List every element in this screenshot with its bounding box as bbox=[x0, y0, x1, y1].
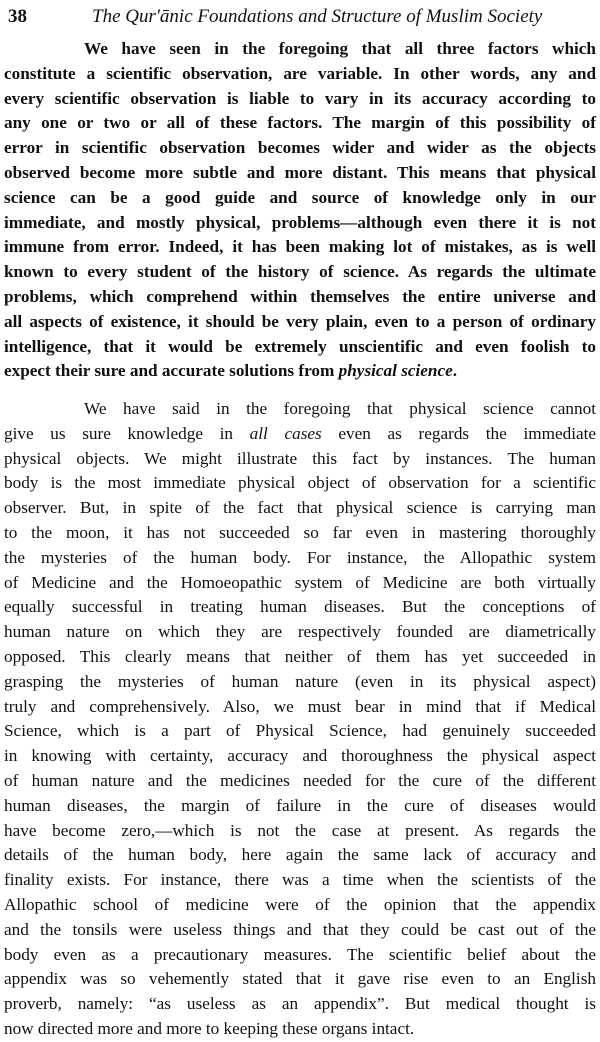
paragraph-1-line-1: We have seen in the foregoing that all three factors which bbox=[84, 39, 596, 58]
paragraph-2-line-9: equally successful in treating human diseases. But the conceptions of bbox=[4, 597, 596, 617]
page-header bbox=[4, 2, 596, 32]
paragraph-1-line-14-start: expect their sure and accurate solutions from bbox=[4, 361, 339, 381]
paragraph-1-line-7: science can be a good guide and source of knowledge only in our bbox=[4, 187, 596, 207]
all-cases-emphasis: all cases bbox=[249, 423, 322, 443]
paragraph-1-line-2: constitute a scientific observation, are variable. In other words, any and bbox=[4, 63, 596, 83]
paragraph-2-line-7: the mysteries of the human body. For instance, the Allopathic system bbox=[4, 547, 596, 567]
paragraph-2-line-14: Science, which is a part of Physical Science, had genuinely succeeded bbox=[4, 721, 596, 741]
paragraph-1 bbox=[4, 37, 596, 384]
paragraph-2-line-4: body is the most immediate physical object of observation for a scientific bbox=[4, 473, 596, 493]
paragraph-2-line-21: Allopathic school of medicine were of the opinion that the appendix bbox=[4, 894, 596, 914]
paragraph-2-line-17: human diseases, the margin of failure in the cure of diseases would bbox=[4, 795, 596, 815]
paragraph-2-line-12: grasping the mysteries of human nature (even in its physical aspect) bbox=[4, 671, 596, 691]
paragraph-2-line-6: to the moon, it has not succeeded so far even in mastering thoroughly bbox=[4, 522, 596, 542]
paragraph-1-line-14 bbox=[4, 359, 596, 384]
paragraph-2-line-20: finality exists. For instance, there was a time when the scientists of the bbox=[4, 870, 596, 890]
paragraph-2-line-8: of Medicine and the Homoeopathic system of Medicine are both virtually bbox=[4, 572, 596, 592]
paragraph-2-line-19: details of the human body, here again the same lack of accuracy and bbox=[4, 845, 596, 865]
paragraph-2-line-22: and the tonsils were useless things and that they could be cast out of the bbox=[4, 919, 596, 939]
paragraph-1-line-9: immune from error. Indeed, it has been making lot of mistakes, as is well bbox=[4, 237, 596, 257]
paragraph-2-line-10: human nature on which they are respectively founded are diametrically bbox=[4, 622, 596, 642]
running-head-title: The Qur'ānic Foundations and Structure of Muslim Society bbox=[92, 6, 543, 27]
paragraph-1-line-3: every scientific observation is liable to vary in its accuracy according to bbox=[4, 88, 596, 108]
paragraph-1-line-14-end: . bbox=[452, 361, 458, 381]
paragraph-1-line-5: error in scientific observation becomes wider and wider as the objects bbox=[4, 138, 596, 158]
paragraph-1-line-8: immediate, and mostly physical, problems—although even there it is not bbox=[4, 212, 596, 232]
paragraph-2-line-13: truly and comprehensively. Also, we must bear in mind that if Medical bbox=[4, 696, 596, 716]
paragraph-2-line-16: of human nature and the medicines needed for the cure of the different bbox=[4, 770, 596, 790]
paragraph-2-line-2 bbox=[4, 422, 596, 447]
paragraph-2-line-23: body even as a precautionary measures. The scientific belief about the bbox=[4, 944, 596, 964]
paragraph-2-line-26: now directed more and more to keeping these organs intact. bbox=[4, 1018, 415, 1038]
paragraph-2-line-1: We have said in the foregoing that physical science cannot bbox=[84, 399, 596, 418]
paragraph-1-line-6: observed become more subtle and more distant. This means that physical bbox=[4, 162, 596, 182]
paragraph-1-line-13: intelligence, that it would be extremely unscientific and even foolish to bbox=[4, 336, 596, 356]
paragraph-2-line-18: have become zero,—which is not the case at present. As regards the bbox=[4, 820, 596, 840]
paragraph-1-line-12: all aspects of existence, it should be very plain, even to a person of ordinary bbox=[4, 311, 596, 331]
paragraph-1-line-11: problems, which comprehend within themselves the entire universe and bbox=[4, 286, 596, 306]
paragraph-2-line-5: observer. But, in spite of the fact that physical science is carrying man bbox=[4, 498, 596, 518]
paragraph-2 bbox=[4, 397, 596, 1042]
page-number: 38 bbox=[8, 6, 27, 27]
paragraph-2-line-15: in knowing with certainty, accuracy and thoroughness the physical aspect bbox=[4, 746, 596, 766]
paragraph-2-line-2-start: give us sure knowledge in bbox=[4, 423, 250, 443]
paragraph-2-line-11: opposed. This clearly means that neither of them has yet succeeded in bbox=[4, 646, 596, 666]
paragraph-2-line-3: physical objects. We might illustrate this fact by instances. The human bbox=[4, 448, 596, 468]
paragraph-1-line-4: any one or two or all of these factors. The margin of this possibility of bbox=[4, 113, 596, 133]
paragraph-2-line-24: appendix was so vehemently stated that it gave rise even to an English bbox=[4, 969, 596, 989]
physical-science-emphasis: physical science bbox=[338, 361, 453, 381]
paragraph-2-line-25: proverb, namely: “as useless as an appendix”. But medical thought is bbox=[4, 994, 596, 1014]
paragraph-1-line-10: known to every student of the history of science. As regards the ultimate bbox=[4, 262, 596, 282]
paragraph-2-line-2-end: even as regards the immediate bbox=[321, 423, 596, 443]
